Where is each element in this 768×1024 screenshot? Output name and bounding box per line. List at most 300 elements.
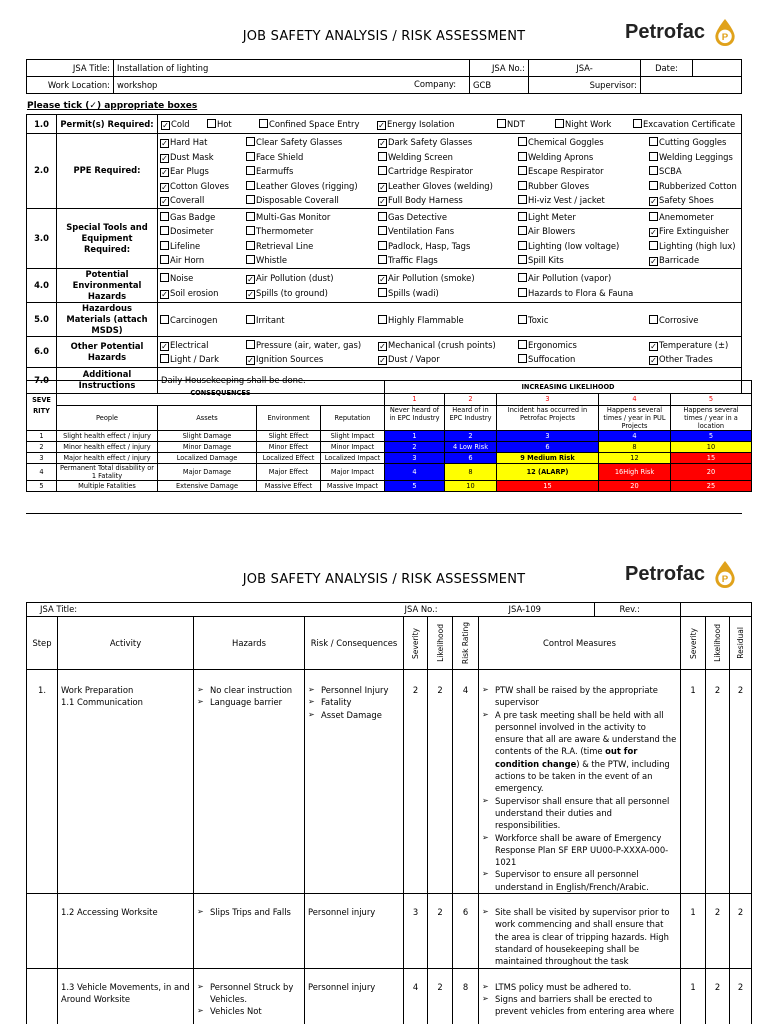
activity-heading: Work Preparation (61, 685, 134, 695)
checkbox-option[interactable] (256, 118, 374, 130)
checkbox[interactable] (518, 288, 527, 297)
checkbox-label: Soil erosion (170, 287, 219, 298)
checkbox[interactable] (160, 226, 169, 235)
option-column (246, 338, 378, 367)
checkbox-option[interactable] (246, 239, 378, 254)
checkbox-option[interactable] (649, 164, 741, 179)
checkbox-option[interactable] (246, 253, 378, 268)
hazmat-cell (158, 302, 742, 336)
jsa-no-value: JSA- (529, 60, 641, 77)
checkbox-label: Welding Leggings (659, 151, 733, 162)
page1-title: JOB SAFETY ANALYSIS / RISK ASSESSMENT (242, 29, 526, 44)
hazard-item: ➢ Slips Trips and Falls (197, 906, 301, 918)
checkbox[interactable]: ✓ (161, 139, 168, 148)
checkbox-label: Disposable Coverall (256, 195, 339, 205)
checkbox-option[interactable] (246, 352, 378, 367)
checkbox-option[interactable] (246, 150, 378, 165)
checkbox[interactable] (518, 226, 527, 235)
checkbox-option[interactable] (204, 118, 256, 130)
work-location-label: Work Location: (27, 77, 114, 94)
checkbox[interactable] (246, 315, 255, 324)
checkbox-label: Noise (170, 273, 194, 283)
checkbox-option[interactable] (374, 118, 494, 130)
risk-consequences (305, 670, 404, 894)
checkbox-option[interactable] (246, 179, 378, 194)
res (730, 670, 752, 894)
checkbox-label: Welding Screen (388, 151, 453, 162)
checkbox-option[interactable] (518, 239, 649, 254)
checkbox[interactable] (246, 181, 255, 190)
checkbox-label: Energy Isolation (387, 119, 455, 129)
checkbox-option[interactable] (378, 164, 518, 179)
checkbox[interactable]: ✓ (161, 153, 168, 163)
hazard-item: ➢ Vehicles Not (197, 1005, 301, 1017)
checkbox-option[interactable] (160, 135, 246, 150)
checkbox-option[interactable] (518, 286, 741, 301)
severity-value: 1 (27, 431, 57, 442)
checkbox[interactable]: ✓ (379, 341, 386, 351)
checkbox-option[interactable] (246, 286, 378, 301)
checkbox-option[interactable] (378, 338, 518, 353)
checkbox-option[interactable] (518, 164, 649, 179)
checkbox-label: Anemometer (659, 211, 714, 222)
checkbox[interactable] (518, 166, 527, 175)
checkbox-label: Clear Safety Glasses (256, 137, 343, 147)
checkbox-label: Lighting (high lux) (659, 240, 736, 251)
checkbox-label: Corrosive (659, 314, 699, 325)
res-value: 2 (737, 907, 744, 918)
checkbox[interactable] (518, 255, 527, 264)
sev2-value: 1 (690, 907, 696, 918)
checkbox-label: Air Horn (170, 255, 205, 265)
hazard-item: ➢ No clear instruction (197, 684, 301, 696)
checkbox[interactable] (518, 195, 527, 204)
control-measures (479, 968, 681, 1024)
checkbox-option[interactable] (494, 118, 552, 130)
checkbox-label: Leather Gloves (rigging) (256, 180, 358, 191)
checkbox-option[interactable] (649, 338, 741, 353)
risk-item: ➢ Fatality (308, 696, 400, 708)
checkbox-label: Full Body Harness (388, 195, 463, 205)
environment-consequence: Major Effect (257, 464, 321, 481)
checkbox-label: Cutting Goggles (659, 137, 727, 147)
checkbox-option[interactable] (378, 352, 518, 367)
control-item: ➢ Signs and barriers shall be erected to prevent vehicles from entering area where (482, 993, 677, 1018)
checkbox[interactable]: ✓ (378, 121, 385, 130)
res-value: 2 (737, 981, 744, 992)
jsa-title-label-2: JSA Title: (40, 604, 78, 614)
checkbox-option[interactable] (160, 239, 246, 254)
activity (58, 968, 194, 1024)
checkbox-label: Dust / Vapor (388, 354, 440, 364)
likelihood (428, 670, 453, 894)
checkbox-option[interactable] (378, 135, 518, 150)
checkbox[interactable]: ✓ (650, 356, 657, 365)
checkbox[interactable] (518, 354, 527, 363)
matrix-row (27, 464, 752, 481)
checkbox-option[interactable] (246, 314, 378, 326)
checkbox-option[interactable] (649, 352, 741, 367)
checkbox[interactable] (378, 152, 387, 161)
checkbox[interactable]: ✓ (161, 168, 168, 177)
checkbox-label: Hard Hat (170, 137, 208, 147)
sev-value: 3 (412, 907, 419, 918)
checkbox-label: Coverall (170, 195, 205, 205)
checkbox[interactable]: ✓ (650, 197, 657, 206)
severity-value: 4 (27, 464, 57, 481)
checkbox-option[interactable] (518, 314, 649, 326)
likelihood-number: 4 (599, 394, 671, 406)
checkbox-option[interactable] (630, 118, 735, 130)
checkbox[interactable] (649, 152, 658, 161)
jsa-step-row (27, 968, 752, 1024)
likelihood-description: Heard of in EPC Industry (445, 406, 497, 431)
checkbox[interactable]: ✓ (247, 289, 254, 299)
checkbox-option[interactable] (649, 179, 741, 194)
option-column (160, 338, 246, 367)
checkbox[interactable] (246, 226, 255, 235)
res (730, 968, 752, 1024)
checkbox[interactable] (246, 195, 255, 204)
checkbox-option[interactable] (518, 210, 649, 225)
checkbox-option[interactable] (378, 253, 518, 268)
step-number (27, 894, 58, 968)
checkbox[interactable] (378, 226, 387, 235)
checkbox-option[interactable] (160, 179, 246, 194)
option-column (649, 210, 741, 268)
risk-score-cell: 16High Risk (599, 464, 671, 481)
reputation-consequence: Slight Impact (321, 431, 385, 442)
checkbox[interactable] (160, 273, 169, 282)
activity-text: 1.2 Accessing Worksite (61, 907, 158, 918)
checkbox-option[interactable] (246, 224, 378, 239)
checkbox[interactable] (518, 212, 527, 221)
checkbox[interactable] (246, 241, 255, 250)
lik2-value: 2 (714, 685, 721, 695)
checkbox[interactable] (518, 340, 527, 349)
checkbox-option[interactable] (160, 224, 246, 239)
checkbox[interactable]: ✓ (379, 356, 386, 365)
severity-value: 3 (27, 453, 57, 464)
checkbox-label: Ear Plugs (170, 166, 209, 176)
reputation-consequence: Minor Impact (321, 442, 385, 453)
checkbox[interactable]: ✓ (650, 228, 657, 237)
jsa-title-label: JSA Title: (27, 60, 114, 77)
checkbox[interactable]: ✓ (161, 341, 168, 351)
checkbox-option[interactable] (518, 338, 649, 353)
checkbox[interactable] (649, 181, 658, 190)
checkbox[interactable] (649, 137, 658, 146)
checkbox-option[interactable] (518, 193, 649, 208)
checkbox[interactable] (246, 212, 255, 221)
checkbox-option[interactable] (518, 253, 649, 268)
checkbox-option[interactable] (246, 135, 378, 150)
checkbox[interactable]: ✓ (379, 275, 386, 284)
checkbox-option[interactable] (518, 352, 649, 367)
risk-score-cell: 2 (385, 442, 445, 453)
risk-consequences (305, 894, 404, 968)
lik2 (706, 894, 730, 968)
checkbox[interactable]: ✓ (247, 275, 254, 284)
assets-consequence: Localized Damage (158, 453, 257, 464)
lik-value: 2 (437, 685, 443, 695)
assets-consequence: Minor Damage (158, 442, 257, 453)
sev2 (681, 968, 706, 1024)
likelihood-number: 5 (671, 394, 752, 406)
checkbox[interactable] (649, 212, 658, 221)
checkbox-label: Mechanical (crush points) (388, 339, 496, 350)
checkbox[interactable] (160, 241, 169, 250)
checkbox-option[interactable] (160, 271, 246, 286)
checkbox[interactable] (259, 119, 268, 128)
assets-consequence: Extensive Damage (158, 481, 257, 492)
likelihood-description: Incident has occurred in Petrofac Projects (497, 406, 599, 431)
checkbox-option[interactable] (378, 271, 518, 286)
risk-score-cell: 20 (671, 464, 752, 481)
checkbox-option[interactable] (518, 135, 649, 150)
checkbox-option[interactable] (649, 314, 741, 326)
assets-consequence: Slight Damage (158, 431, 257, 442)
risk-matrix: SEVE RITY CONSEQUENCES INCREASING LIKELIHOOD 1 2 3 4 5 People Assets Environment Reputation Never heard of in EPC Industry Heard of in EPC Industry Incident has occurred in Petrofac Projects Happens several times / year in PUL Projects Happens several times / year in a location 1 Slight health effect / injury Slight Damage Slight Effect Slight Impact 1 2 3 4 5 2 Minor health effect / injury Minor Damage Minor Effect Minor Impact 2 4 Low Risk 6 8 10 3 Major health effect / injury Localized Damage Localized Effect Localized Impact 3 6 9 Medium Risk 12 15 4 Permanent Total disability or 1 Fatality Major Damage Major Effect Major Impact 4 8 12 (ALARP) 16High Risk 20 5 Multiple Fatalities Extensive Damage Massive Effect Massive Impact 5 10 15 20 25 (26, 380, 752, 492)
risk-score-cell: 3 (497, 431, 599, 442)
checkbox-label: Pressure (air, water, gas) (256, 339, 362, 350)
checkbox[interactable] (160, 315, 169, 324)
checkbox-option[interactable] (378, 193, 518, 208)
checkbox[interactable]: ✓ (161, 289, 168, 299)
checkbox[interactable] (497, 119, 506, 128)
jsa-step-row (27, 670, 752, 894)
checkbox-option[interactable] (552, 118, 630, 130)
checkbox-option[interactable] (160, 352, 246, 367)
checkbox[interactable] (246, 340, 255, 349)
checkbox[interactable] (246, 152, 255, 161)
likelihood-description: Never heard of in EPC Industry (385, 406, 445, 431)
checkbox-option[interactable] (246, 338, 378, 353)
checkbox[interactable] (246, 255, 255, 264)
sev-value: 2 (412, 685, 419, 695)
checkbox-label: Earmuffs (256, 166, 294, 176)
checkbox-option[interactable] (160, 210, 246, 225)
checkbox[interactable] (649, 241, 658, 250)
checkbox-option[interactable] (649, 150, 741, 165)
checkbox[interactable]: ✓ (379, 182, 386, 192)
checkbox[interactable] (246, 166, 255, 175)
checkbox[interactable] (555, 119, 564, 128)
activity (58, 670, 194, 894)
control-measures (479, 670, 681, 894)
checkbox[interactable] (518, 137, 527, 146)
checkbox[interactable] (160, 212, 169, 221)
checkbox[interactable] (378, 166, 387, 175)
risk-rating (453, 670, 479, 894)
checkbox[interactable]: ✓ (650, 341, 657, 351)
checkbox-label: Hazards to Flora & Fauna (528, 287, 634, 298)
checkbox-option[interactable] (649, 253, 741, 268)
checkbox-option[interactable] (378, 314, 518, 326)
checkbox[interactable] (378, 212, 387, 221)
page-separator (26, 513, 742, 514)
checkbox-label: Cotton Gloves (170, 180, 230, 191)
checkbox-label: Fire Extinguisher (659, 226, 729, 236)
control-item: ➢ LTMS policy must be adhered to. (482, 981, 677, 993)
res-value: 2 (737, 685, 744, 695)
hazards (194, 968, 305, 1024)
checkbox-label: Electrical (170, 339, 209, 350)
checkbox[interactable]: ✓ (247, 356, 254, 365)
lik-value: 2 (437, 981, 443, 992)
checkbox-label: Cartridge Respirator (388, 166, 473, 176)
checkbox-label: Multi-Gas Monitor (256, 211, 331, 222)
likelihood-description: Happens several times / year in PUL Projects (599, 406, 671, 431)
checkbox[interactable]: ✓ (162, 121, 169, 130)
checkbox[interactable] (207, 119, 216, 128)
checkbox-option[interactable] (160, 164, 246, 179)
checkbox[interactable]: ✓ (650, 257, 657, 266)
risk-score-cell: 10 (445, 481, 497, 492)
checkbox[interactable] (649, 166, 658, 175)
checkbox-label: Highly Flammable (388, 314, 464, 325)
jsa-step-row (27, 894, 752, 968)
checkbox[interactable] (633, 119, 642, 128)
checkbox-label: Confined Space Entry (269, 119, 360, 129)
checkbox-label: SCBA (659, 166, 682, 176)
checkbox[interactable] (160, 354, 169, 363)
checkbox-option[interactable] (518, 224, 649, 239)
checkbox[interactable]: ✓ (161, 182, 168, 192)
checkbox-label: Carcinogen (170, 314, 218, 325)
checkbox[interactable] (378, 288, 387, 297)
petrofac-logo: Petrofac P (625, 561, 736, 588)
hazards (194, 894, 305, 968)
checkbox-label: Ignition Sources (256, 354, 324, 364)
activity (58, 894, 194, 968)
likelihood-number: 3 (497, 394, 599, 406)
checkbox[interactable] (518, 315, 527, 324)
checkbox-label: Suffocation (528, 354, 576, 364)
control-item: ➢ A pre task meeting shall be held with all personnel involved in the activity to ensure that all are aware & understand the contents of the R.A. (time out for condition change) & the PTW, including actions to be taken in the event of an emergency. (482, 709, 677, 795)
environment-consequence: Massive Effect (257, 481, 321, 492)
checkbox-option[interactable] (246, 271, 378, 286)
jsa-no-label-2: JSA No.: (404, 604, 438, 614)
checkbox[interactable] (518, 273, 527, 282)
checkbox[interactable] (378, 255, 387, 264)
checkbox[interactable]: ✓ (379, 197, 386, 206)
checkbox-option[interactable] (160, 286, 246, 301)
activity-text: 1.3 Vehicle Movements, in and Around Worksite (61, 981, 190, 1004)
env-cell (158, 268, 742, 302)
matrix-row (27, 481, 752, 492)
checkbox-option[interactable] (518, 271, 741, 286)
checkbox[interactable] (160, 255, 169, 264)
checkbox[interactable] (649, 315, 658, 324)
checkbox-option[interactable] (518, 179, 649, 194)
checkbox-option[interactable] (378, 286, 518, 301)
checkbox[interactable] (518, 181, 527, 190)
checkbox-label: Chemical Goggles (528, 137, 604, 147)
checkbox-label: Rubber Gloves (528, 180, 590, 191)
risk-score-cell: 8 (599, 442, 671, 453)
matrix-row (27, 431, 752, 442)
risk-score-cell: 8 (445, 464, 497, 481)
checkbox-label: Dark Safety Glasses (388, 137, 473, 147)
control-item: ➢ Supervisor to ensure all personnel understand in English/French/Arabic. (482, 868, 677, 893)
checkbox[interactable] (518, 241, 527, 250)
checkbox[interactable] (518, 152, 527, 161)
lik2-value: 2 (714, 907, 721, 918)
checkbox-option[interactable] (378, 150, 518, 165)
svg-text:P: P (721, 32, 729, 44)
likelihood (428, 894, 453, 968)
rr-value: 8 (462, 981, 469, 992)
reputation-consequence: Localized Impact (321, 453, 385, 464)
checkbox-option[interactable] (246, 193, 378, 208)
checkbox-option[interactable] (649, 239, 741, 254)
checkbox-label: Light / Dark (170, 354, 219, 364)
option-column (518, 271, 741, 300)
permits-cell (158, 115, 742, 134)
risk-rating (453, 894, 479, 968)
checkbox[interactable] (246, 137, 255, 146)
checkbox-option[interactable] (160, 314, 246, 326)
checkbox-option[interactable] (160, 193, 246, 208)
people-consequence: Minor health effect / injury (57, 442, 158, 453)
checkbox-option[interactable] (158, 118, 204, 130)
checkbox-option[interactable] (649, 135, 741, 150)
checkbox[interactable] (378, 315, 387, 324)
severity (404, 670, 428, 894)
checkbox-option[interactable] (160, 253, 246, 268)
work-location-value: workshop Company: (114, 77, 470, 94)
risk-score-cell: 2 (445, 431, 497, 442)
assets-consequence: Major Damage (158, 464, 257, 481)
hazards (194, 670, 305, 894)
jsa-no-value-2: JSA-109 (508, 604, 541, 614)
checkbox[interactable]: ✓ (161, 197, 168, 206)
checkbox-option[interactable] (378, 210, 518, 225)
checkbox-label: Other Trades (659, 354, 713, 364)
checkbox-option[interactable] (246, 164, 378, 179)
option-column (160, 210, 246, 268)
checkbox-label: Excavation Certificate (643, 119, 736, 129)
checkbox-option[interactable] (649, 224, 741, 239)
checkbox-option[interactable] (246, 210, 378, 225)
checkbox[interactable] (378, 241, 387, 250)
checkbox-option[interactable] (378, 224, 518, 239)
checkbox-label: Face Shield (256, 151, 304, 162)
control-measures (479, 894, 681, 968)
people-consequence: Major health effect / injury (57, 453, 158, 464)
checkbox-option[interactable] (649, 193, 741, 208)
risk-item: ➢ Asset Damage (308, 709, 400, 721)
checkbox-label: Dust Mask (170, 151, 214, 162)
checkbox-option[interactable] (649, 210, 741, 225)
supervisor-value (641, 77, 742, 94)
risk-score-cell: 6 (445, 453, 497, 464)
checkbox-label: Traffic Flags (388, 255, 438, 265)
checkbox[interactable]: ✓ (379, 139, 386, 148)
lik2 (706, 670, 730, 894)
checkbox-option[interactable] (378, 179, 518, 194)
step-number (27, 670, 58, 894)
option-column (649, 135, 741, 208)
checkbox-option[interactable] (160, 150, 246, 165)
matrix-row (27, 442, 752, 453)
option-column (378, 338, 518, 367)
checkbox-option[interactable] (518, 150, 649, 165)
checkbox-label: Spill Kits (528, 255, 564, 265)
checkbox-option[interactable] (160, 338, 246, 353)
checkbox-option[interactable] (378, 239, 518, 254)
